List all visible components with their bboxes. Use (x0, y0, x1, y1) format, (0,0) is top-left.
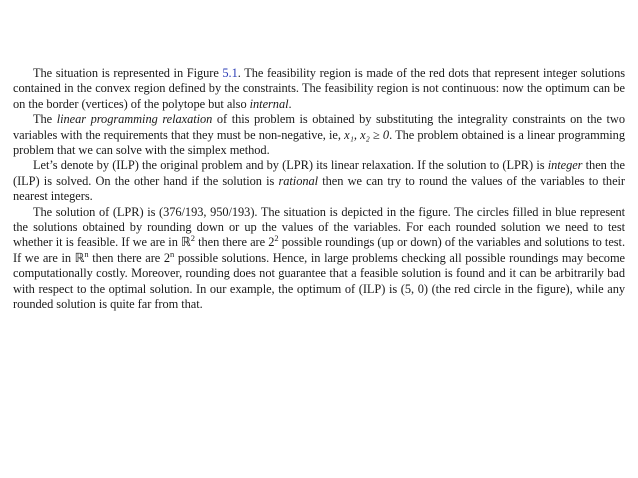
paragraph-p4 (13, 205, 625, 313)
emphasis-text: integer (547, 158, 583, 173)
emphasis-text: internal (249, 96, 289, 111)
superscript: 2 (190, 233, 195, 244)
paragraph-p3 (13, 158, 625, 204)
superscript: 2 (274, 233, 279, 244)
superscript: n (170, 248, 175, 259)
figure-reference-link[interactable]: 5.1 (222, 66, 238, 80)
body-text: The (33, 112, 57, 127)
body-text: . (288, 96, 292, 111)
body-text: . The problem obtained is a linear programming problem that we can solve with the simplex method. (13, 127, 625, 158)
body-text: . The feasibility region is made of the red dots that represent integer solutions contained in the convex region defined by the constraints. The feasibility region is not continuous: now the optimum can be on the border (vertices) of the polytope but also (13, 66, 625, 111)
body-text: then there are 2 (194, 235, 275, 250)
inline-math: x₁, x₂ ≥ 0 (344, 127, 390, 142)
body-text: The solution of (LPR) is (376/193, 950/193). The situation is depicted in the figure. The circles filled in blue represent the solutions obtained by rounding down or up the values of the variables. For each rounded solution we need to test whether it is feasible. If we are in ℝ (13, 204, 625, 250)
body-text: possible roundings (up or down) of the variables and solutions to test. If we are in ℝ (13, 235, 625, 265)
body-text: possible solutions. Hence, in large problems checking all possible roundings may become computationally costly. Moreover, rounding does not guarantee that a feasible solution is found and it can be arbitrarily bad with respect to the optimal solution. In our example, the optimum of (ILP) is (5, 0) (the red circle in the figure), while any rounded solution is quite far from that. (13, 250, 625, 312)
paragraph-p1 (13, 66, 625, 112)
body-text: Let’s denote by (ILP) the original problem and by (LPR) its linear relaxation. If the solution to (LPR) is (33, 158, 548, 173)
body-text: then there are 2 (88, 250, 171, 265)
body-text: of this problem is obtained by substituting the integrality constraints on the two variables with the requirements that they must be non-negative, ie, (13, 112, 625, 142)
paragraph-p2 (13, 112, 625, 158)
body-text: then we can try to round the values of the variables to their nearest integers. (13, 173, 625, 204)
emphasis-text: rational (278, 173, 319, 188)
emphasis-text: linear programming relaxation (56, 112, 213, 127)
body-text: then the (ILP) is solved. On the other hand if the solution is (13, 158, 626, 188)
document-body (13, 66, 625, 313)
superscript: n (84, 248, 89, 259)
body-text: The situation is represented in Figure (33, 66, 223, 80)
